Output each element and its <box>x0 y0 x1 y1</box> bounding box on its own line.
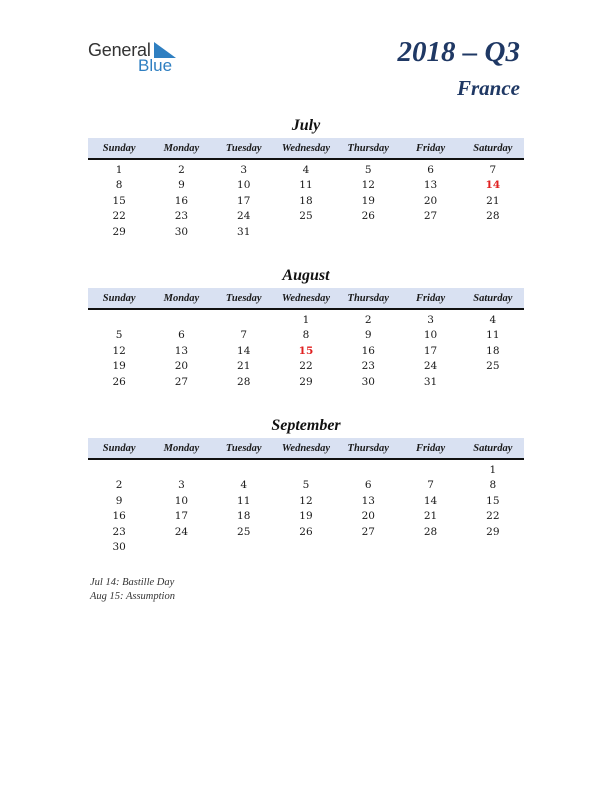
weekday-label: Sunday <box>102 143 136 154</box>
day-cell: 2 <box>178 164 185 176</box>
day-cell: 6 <box>427 164 434 176</box>
day-cell: 17 <box>174 510 189 523</box>
day-cell <box>337 225 399 240</box>
day-cell: 10 <box>423 329 438 342</box>
day-cell: 20 <box>174 360 189 373</box>
day-cell: 12 <box>299 494 313 507</box>
day-cell: 31 <box>423 375 438 388</box>
weekday-label: Tuesday <box>225 443 262 454</box>
week-row <box>88 509 524 524</box>
day-cell: 12 <box>112 344 126 357</box>
day-cell: 9 <box>115 494 123 507</box>
month-calendar-september <box>88 416 524 555</box>
day-cell <box>337 463 399 478</box>
day-cell: 23 <box>361 360 375 373</box>
week-row <box>88 359 524 374</box>
day-cell: 15 <box>486 494 500 507</box>
week-row <box>88 344 524 359</box>
weekday-label: Tuesday <box>225 143 262 154</box>
day-cell: 27 <box>361 525 375 538</box>
week-row <box>88 225 524 240</box>
holiday-note: Aug 15: Assumption <box>90 591 175 602</box>
weekday-label: Wednesday <box>281 293 331 304</box>
day-cell <box>150 313 212 328</box>
month-name: July <box>291 117 321 134</box>
day-cell: 2 <box>364 314 372 326</box>
day-cell: 3 <box>427 314 434 326</box>
day-cell: 1 <box>115 164 123 176</box>
day-cell: 13 <box>361 494 375 507</box>
week-row <box>88 463 524 478</box>
week-row <box>88 525 524 540</box>
day-cell: 7 <box>427 479 434 492</box>
day-cell: 13 <box>423 179 438 192</box>
weekday-label: Sunday <box>102 443 136 454</box>
day-cell <box>275 540 337 555</box>
holiday-notes <box>90 576 175 604</box>
day-cell: 2 <box>115 479 123 492</box>
weekday-header-row <box>88 438 524 460</box>
page-title: 2018 – Q3 <box>397 36 520 68</box>
weekday-label: Saturday <box>473 443 513 454</box>
day-cell <box>213 463 275 478</box>
day-cell: 27 <box>174 375 189 388</box>
day-cell: 29 <box>486 525 500 538</box>
day-cell: 21 <box>237 360 251 373</box>
day-cell: 23 <box>174 210 189 223</box>
day-cell <box>337 540 399 555</box>
country-name: France <box>457 76 520 100</box>
day-cell: 11 <box>299 179 313 192</box>
holiday-note: Jul 14: Bastille Day <box>90 577 175 588</box>
day-cell <box>399 463 461 478</box>
day-cell: 20 <box>423 194 438 207</box>
day-cell: 6 <box>178 329 185 342</box>
day-cell: 10 <box>174 494 189 507</box>
day-cell: 8 <box>115 179 123 192</box>
weekday-header-row <box>88 138 524 160</box>
day-cell: 7 <box>240 329 248 342</box>
weekday-label: Friday <box>415 443 446 454</box>
day-cell: 21 <box>486 194 500 207</box>
day-cell: 4 <box>302 164 310 176</box>
day-cell <box>399 540 461 555</box>
logo-general-text: General <box>88 40 151 60</box>
month-name: September <box>271 417 341 434</box>
day-cell: 4 <box>489 314 497 326</box>
day-cell <box>462 225 524 240</box>
day-cell <box>275 225 337 240</box>
week-row <box>88 178 524 193</box>
week-row <box>88 375 524 390</box>
day-cell: 24 <box>423 360 438 373</box>
day-cell: 19 <box>112 360 126 373</box>
day-cell: 28 <box>423 525 438 538</box>
day-cell: 29 <box>299 375 313 388</box>
day-cell: 16 <box>361 344 375 357</box>
logo-blue-text: Blue <box>138 56 173 75</box>
day-cell: 24 <box>174 525 189 538</box>
day-cell <box>88 313 150 328</box>
week-row <box>88 163 524 178</box>
day-cell: 6 <box>364 479 372 492</box>
month-calendar-august <box>88 266 524 390</box>
weekday-header-row <box>88 288 524 310</box>
day-cell <box>275 463 337 478</box>
day-cell <box>88 463 150 478</box>
day-cell: 9 <box>364 329 372 342</box>
day-cell: 19 <box>299 510 313 523</box>
day-cell: 11 <box>486 329 500 342</box>
day-cell: 11 <box>237 494 251 507</box>
day-cell: 14 <box>237 344 251 357</box>
month-name: August <box>282 267 330 284</box>
day-cell <box>150 540 212 555</box>
day-cell <box>462 375 524 390</box>
weekday-label: Saturday <box>473 143 513 154</box>
day-cell: 23 <box>112 525 126 538</box>
day-cell: 5 <box>302 479 310 492</box>
day-cell: 1 <box>302 314 310 326</box>
day-cell: 18 <box>299 194 313 207</box>
day-cell: 14 <box>423 494 438 507</box>
day-cell: 5 <box>115 329 123 342</box>
day-cell: 17 <box>423 344 438 357</box>
day-cell: 24 <box>237 210 251 223</box>
weekday-label: Saturday <box>473 293 513 304</box>
day-cell <box>213 313 275 328</box>
week-row <box>88 194 524 209</box>
day-cell: 27 <box>423 210 438 223</box>
day-cell: 18 <box>237 510 251 523</box>
day-cell: 26 <box>299 525 313 538</box>
day-cell: 7 <box>489 164 497 176</box>
weekday-label: Monday <box>163 143 200 154</box>
week-row <box>88 313 524 328</box>
day-cell: 13 <box>174 344 189 357</box>
day-cell: 4 <box>240 479 248 492</box>
day-cell: 5 <box>364 164 372 176</box>
day-cell: 25 <box>486 360 500 373</box>
day-cell <box>399 225 461 240</box>
weekday-label: Sunday <box>102 293 136 304</box>
holiday-day-cell: 15 <box>298 344 314 357</box>
day-cell: 30 <box>112 540 126 553</box>
day-cell: 28 <box>486 210 500 223</box>
day-cell: 22 <box>299 360 313 373</box>
day-cell <box>462 540 524 555</box>
day-cell: 31 <box>237 225 251 238</box>
day-cell <box>213 540 275 555</box>
day-cell: 10 <box>237 179 251 192</box>
weekday-label: Thursday <box>347 143 389 154</box>
day-cell: 20 <box>361 510 375 523</box>
day-cell: 22 <box>112 210 126 223</box>
day-cell: 25 <box>237 525 251 538</box>
day-cell: 25 <box>299 210 313 223</box>
day-cell: 28 <box>237 375 251 388</box>
day-cell: 8 <box>489 479 497 492</box>
week-row <box>88 540 524 555</box>
day-cell <box>150 463 212 478</box>
weekday-label: Friday <box>415 143 446 154</box>
day-cell: 26 <box>361 210 375 223</box>
weekday-label: Monday <box>163 443 200 454</box>
day-cell: 29 <box>112 225 126 238</box>
weekday-label: Wednesday <box>281 143 331 154</box>
day-cell: 26 <box>112 375 126 388</box>
day-cell: 8 <box>302 329 310 342</box>
day-cell: 12 <box>361 179 375 192</box>
day-cell: 1 <box>489 464 497 476</box>
day-cell: 9 <box>178 179 185 192</box>
month-calendar-july <box>88 116 524 240</box>
day-cell: 16 <box>112 510 126 523</box>
day-cell: 30 <box>174 225 189 238</box>
day-cell: 19 <box>361 194 375 207</box>
week-row <box>88 478 524 493</box>
day-cell: 15 <box>112 194 126 207</box>
day-cell: 22 <box>486 510 500 523</box>
weekday-label: Wednesday <box>281 443 331 454</box>
weekday-label: Friday <box>415 293 446 304</box>
weekday-label: Thursday <box>347 293 389 304</box>
holiday-day-cell: 14 <box>485 179 501 192</box>
weekday-label: Thursday <box>347 443 389 454</box>
week-row <box>88 328 524 343</box>
day-cell: 30 <box>361 375 375 388</box>
day-cell: 21 <box>423 510 438 523</box>
week-row <box>88 494 524 509</box>
weekday-label: Monday <box>163 293 200 304</box>
week-row <box>88 209 524 224</box>
logo <box>88 40 188 80</box>
day-cell: 3 <box>178 479 185 492</box>
day-cell: 16 <box>174 194 189 207</box>
weekday-label: Tuesday <box>225 293 262 304</box>
day-cell: 18 <box>486 344 500 357</box>
day-cell: 3 <box>240 164 248 176</box>
day-cell: 17 <box>237 194 251 207</box>
